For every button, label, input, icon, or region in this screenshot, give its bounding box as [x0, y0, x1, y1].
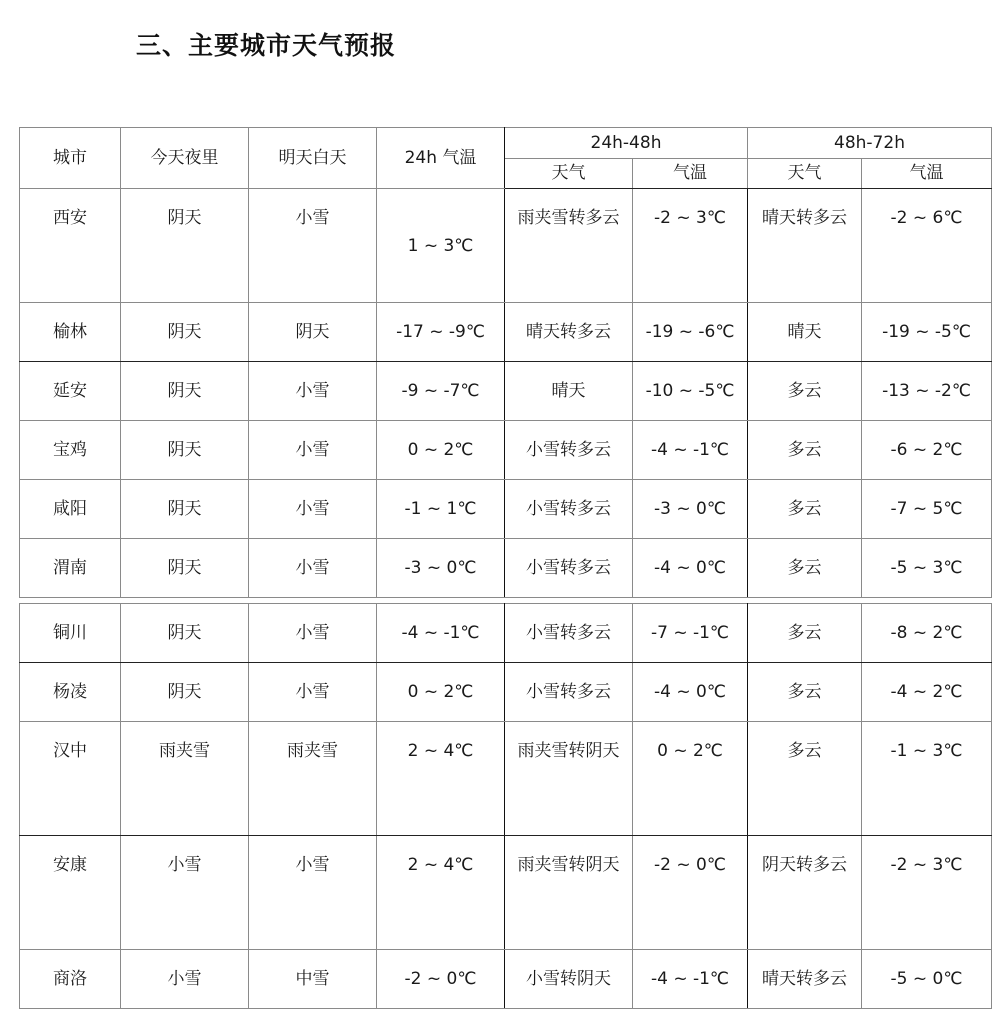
weather-24-48-cell: 晴天 [505, 362, 633, 421]
city-cell: 渭南 [20, 539, 121, 598]
city-cell: 宝鸡 [20, 421, 121, 480]
tonight-cell: 阴天 [121, 663, 249, 722]
city-cell: 安康 [20, 836, 121, 950]
header-temp-48-72: 气温 [862, 159, 992, 189]
tonight-cell: 小雪 [121, 950, 249, 1009]
weather-48-72-cell: 晴天转多云 [748, 950, 862, 1009]
temp-24h-cell: -1 ~ 1℃ [377, 480, 505, 539]
weather-24-48-cell: 雨夹雪转阴天 [517, 855, 620, 875]
header-weather-48-72: 天气 [748, 159, 862, 189]
header-period-48-72: 48h-72h [748, 128, 992, 159]
temp-24h-cell: -2 ~ 0℃ [377, 950, 505, 1009]
city-cell: 西安 [20, 189, 121, 303]
temp-24h-cell: 0 ~ 2℃ [377, 421, 505, 480]
weather-24-48-cell: 小雪转多云 [505, 480, 633, 539]
weather-forecast-table-part1 [19, 127, 992, 598]
header-tonight: 今天夜里 [121, 128, 249, 189]
temp-48-72-cell: -7 ~ 5℃ [862, 480, 992, 539]
tonight-cell: 阴天 [121, 189, 249, 303]
header-weather-24-48: 天气 [505, 159, 633, 189]
temp-48-72-cell: -2 ~ 3℃ [862, 836, 992, 950]
temp-48-72-cell: -13 ~ -2℃ [862, 362, 992, 421]
tonight-cell: 阴天 [121, 604, 249, 663]
temp-24-48-cell: -2 ~ 3℃ [633, 189, 748, 303]
weather-24-48-cell: 小雪转多云 [505, 539, 633, 598]
city-cell: 延安 [20, 362, 121, 421]
temp-24-48-cell: 0 ~ 2℃ [633, 722, 748, 836]
table-row [20, 480, 992, 539]
table-row [20, 303, 992, 362]
tomorrow-day-cell: 阴天 [249, 303, 377, 362]
temp-48-72-cell: -1 ~ 3℃ [862, 722, 992, 836]
table-row [20, 362, 992, 421]
tomorrow-day-cell: 小雪 [249, 421, 377, 480]
temp-24h-cell: -9 ~ -7℃ [377, 362, 505, 421]
temp-24h-cell: -4 ~ -1℃ [377, 604, 505, 663]
tonight-cell: 阴天 [121, 480, 249, 539]
temp-48-72-cell: -2 ~ 6℃ [862, 189, 992, 303]
temp-24h-cell: 2 ~ 4℃ [377, 836, 505, 950]
city-cell: 咸阳 [20, 480, 121, 539]
temp-48-72-cell: -5 ~ 3℃ [862, 539, 992, 598]
temp-24-48-cell: -4 ~ -1℃ [633, 421, 748, 480]
city-cell: 汉中 [20, 722, 121, 836]
temp-24-48-cell: -4 ~ 0℃ [633, 663, 748, 722]
temp-48-72-cell: -19 ~ -5℃ [862, 303, 992, 362]
temp-24-48-cell: -10 ~ -5℃ [633, 362, 748, 421]
temp-24h-cell: 2 ~ 4℃ [377, 722, 505, 836]
weather-24-48-cell: 晴天转多云 [505, 303, 633, 362]
weather-24-48-cell: 小雪转多云 [505, 604, 633, 663]
temp-24h-cell: -17 ~ -9℃ [377, 303, 505, 362]
header-city: 城市 [20, 128, 121, 189]
temp-24-48-cell: -4 ~ 0℃ [633, 539, 748, 598]
weather-24-48-cell: 小雪转多云 [505, 421, 633, 480]
weather-48-72-cell: 多云 [748, 663, 862, 722]
weather-24-48-cell: 小雪转多云 [505, 663, 633, 722]
temp-24h-cell: 0 ~ 2℃ [377, 663, 505, 722]
table-row [20, 189, 992, 303]
temp-24-48-cell: -3 ~ 0℃ [633, 480, 748, 539]
city-cell: 杨凌 [20, 663, 121, 722]
tomorrow-day-cell: 小雪 [249, 189, 377, 303]
page-title: 三、主要城市天气预报 [136, 31, 397, 60]
table-row [20, 539, 992, 598]
temp-24-48-cell: -7 ~ -1℃ [633, 604, 748, 663]
header-temp-24h: 24h 气温 [377, 128, 505, 189]
weather-48-72-cell: 晴天 [748, 303, 862, 362]
weather-24-48-cell: 雨夹雪转多云 [517, 208, 620, 228]
weather-48-72-cell: 多云 [748, 421, 862, 480]
header-tomorrow-day: 明天白天 [249, 128, 377, 189]
weather-48-72-cell: 多云 [748, 362, 862, 421]
weather-48-72-cell: 多云 [748, 722, 862, 836]
temp-24-48-cell: -4 ~ -1℃ [633, 950, 748, 1009]
table-row [20, 722, 992, 836]
temp-24-48-cell: -19 ~ -6℃ [633, 303, 748, 362]
city-cell: 榆林 [20, 303, 121, 362]
temp-24h-cell: 1 ~ 3℃ [377, 189, 505, 303]
tonight-cell: 雨夹雪 [121, 722, 249, 836]
tonight-cell: 阴天 [121, 421, 249, 480]
tomorrow-day-cell: 雨夹雪 [249, 722, 377, 836]
tonight-cell: 小雪 [121, 836, 249, 950]
city-cell: 铜川 [20, 604, 121, 663]
tonight-cell: 阴天 [121, 362, 249, 421]
weather-48-72-cell: 多云 [748, 604, 862, 663]
header-temp-24-48: 气温 [633, 159, 748, 189]
tomorrow-day-cell: 小雪 [249, 362, 377, 421]
weather-48-72-cell: 多云 [748, 480, 862, 539]
temp-48-72-cell: -8 ~ 2℃ [862, 604, 992, 663]
temp-24-48-cell: -2 ~ 0℃ [633, 836, 748, 950]
temp-48-72-cell: -4 ~ 2℃ [862, 663, 992, 722]
weather-24-48-cell: 小雪转阴天 [505, 950, 633, 1009]
tonight-cell: 阴天 [121, 539, 249, 598]
temp-24h-cell: -3 ~ 0℃ [377, 539, 505, 598]
weather-48-72-cell: 阴天转多云 [748, 836, 862, 950]
tomorrow-day-cell: 小雪 [249, 604, 377, 663]
temp-48-72-cell: -6 ~ 2℃ [862, 421, 992, 480]
temp-48-72-cell: -5 ~ 0℃ [862, 950, 992, 1009]
table-row [20, 663, 992, 722]
tomorrow-day-cell: 小雪 [249, 539, 377, 598]
tomorrow-day-cell: 小雪 [249, 663, 377, 722]
weather-48-72-cell: 晴天转多云 [748, 189, 862, 303]
table-row [20, 836, 992, 950]
table-row [20, 421, 992, 480]
table-row [20, 950, 992, 1009]
tomorrow-day-cell: 中雪 [249, 950, 377, 1009]
tomorrow-day-cell: 小雪 [249, 480, 377, 539]
weather-48-72-cell: 多云 [748, 539, 862, 598]
header-period-24-48: 24h-48h [505, 128, 748, 159]
city-cell: 商洛 [20, 950, 121, 1009]
weather-24-48-cell: 雨夹雪转阴天 [517, 741, 620, 761]
weather-forecast-table-part2 [19, 603, 992, 1009]
tomorrow-day-cell: 小雪 [249, 836, 377, 950]
table-row [20, 604, 992, 663]
tonight-cell: 阴天 [121, 303, 249, 362]
